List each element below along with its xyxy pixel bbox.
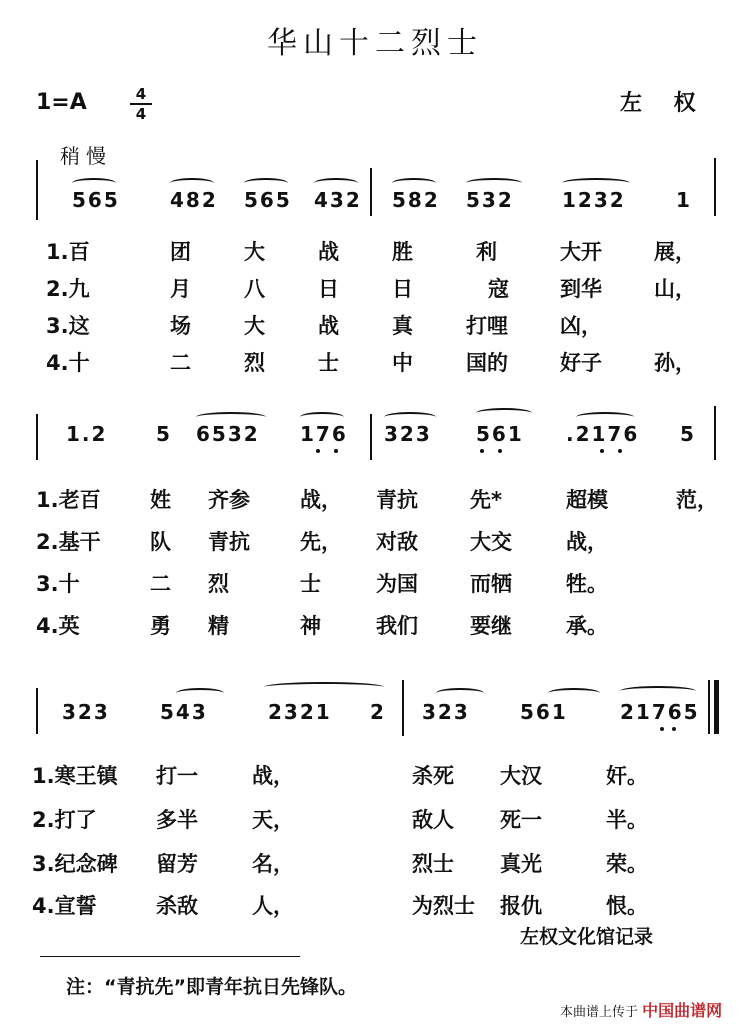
slur	[72, 178, 116, 188]
lyric-syllable: 范，	[676, 488, 718, 512]
lyric-syllable: 战，	[300, 488, 342, 512]
lyric-syllable: 承。	[566, 614, 608, 638]
lyric-syllable: 二	[170, 351, 191, 375]
lyric-syllable: 八	[244, 277, 265, 301]
lyric-syllable: 战	[318, 314, 339, 338]
note-group: 5	[680, 422, 696, 446]
lyric-syllable: 名，	[252, 852, 294, 876]
lower-octave-dot	[600, 449, 604, 453]
lyric-syllable: 中	[392, 351, 413, 375]
lyric-syllable: 半。	[606, 808, 648, 832]
watermark-text: 本曲谱上传于	[560, 1005, 639, 1020]
note-group: 561	[520, 700, 568, 724]
note-group: 2321	[268, 700, 332, 724]
lyric-syllable: 烈	[244, 351, 265, 375]
lyric-syllable: 青抗	[376, 488, 418, 512]
note-group: 561	[476, 422, 524, 446]
lyric-syllable: 战	[318, 240, 339, 264]
lyric-syllable: 真	[392, 314, 413, 338]
lyric-syllable: 恨。	[606, 894, 648, 918]
lyric-syllable: 牲。	[566, 572, 608, 596]
lyric-syllable: 神	[300, 614, 321, 638]
note-group: 1232	[562, 188, 626, 212]
note-group: 6532	[196, 422, 260, 446]
lyric-syllable: 4.十	[46, 351, 90, 375]
song-title: 华山十二烈士	[267, 26, 483, 61]
slur	[466, 178, 522, 188]
lyric-syllable: 打一	[156, 764, 198, 788]
barline	[714, 158, 716, 216]
note-group: 565	[72, 188, 120, 212]
lyric-syllable: 奸。	[606, 764, 648, 788]
lyric-syllable: 士	[318, 351, 339, 375]
lyric-syllable: 先，	[300, 530, 342, 554]
composer: 左 权	[620, 91, 708, 116]
key-signature: 1=A	[36, 90, 87, 115]
note-group: 323	[62, 700, 110, 724]
barline	[36, 414, 38, 460]
slur	[244, 178, 288, 188]
lyric-syllable: 杀敌	[156, 894, 198, 918]
note-group: 1	[676, 188, 692, 212]
lyric-syllable: 为烈士	[412, 894, 475, 918]
lyric-syllable: 1.老百	[36, 488, 101, 512]
lyric-syllable: 荣。	[606, 852, 648, 876]
slur	[476, 408, 532, 418]
lyric-syllable: 大汉	[500, 764, 542, 788]
note-group: 543	[160, 700, 208, 724]
slur	[170, 178, 214, 188]
lyric-syllable: 场	[170, 314, 191, 338]
lyric-syllable: 报仇	[500, 894, 542, 918]
time-signature-bottom: 4	[135, 105, 147, 123]
lyric-syllable: 国的	[466, 351, 508, 375]
slur	[436, 688, 484, 698]
lyric-syllable: 真光	[500, 852, 542, 876]
watermark-brand: 中国曲谱网	[642, 1001, 723, 1020]
barline	[36, 160, 38, 220]
slur	[576, 412, 634, 422]
lyric-syllable: 4.宣誓	[32, 894, 97, 918]
footnote-divider	[40, 956, 300, 957]
lyric-syllable: 展，	[654, 240, 696, 264]
lyric-syllable: 为国	[376, 572, 418, 596]
lyric-syllable: 大	[244, 240, 265, 264]
lyric-syllable: 死一	[500, 808, 542, 832]
lyric-syllable: 天，	[252, 808, 294, 832]
final-barline	[714, 680, 719, 734]
barline	[714, 406, 716, 460]
lyric-syllable: 大交	[470, 530, 512, 554]
lyric-syllable: 大	[244, 314, 265, 338]
note-group: 323	[422, 700, 470, 724]
barline	[370, 168, 372, 216]
note-group: 2	[370, 700, 386, 724]
lyric-syllable: 2.九	[46, 277, 90, 301]
lyric-syllable: 姓	[150, 488, 171, 512]
lyric-syllable: 留芳	[156, 852, 198, 876]
slur	[196, 412, 266, 422]
lyric-syllable: 大开	[560, 240, 602, 264]
lyric-syllable: 烈士	[412, 852, 454, 876]
lyric-syllable: 勇	[150, 614, 171, 638]
slur	[562, 178, 630, 188]
lower-octave-dot	[316, 449, 320, 453]
slur	[384, 412, 436, 422]
note-group: 432	[314, 188, 362, 212]
tempo-marking: 稍慢	[60, 144, 112, 168]
barline	[36, 688, 38, 734]
lyric-syllable: 4.英	[36, 614, 80, 638]
lyric-syllable: 烈	[208, 572, 229, 596]
lyric-syllable: 而牺	[470, 572, 512, 596]
lyric-syllable: 1.百	[46, 240, 90, 264]
lyric-syllable: 要继	[470, 614, 512, 638]
lyric-syllable: 先*	[470, 488, 502, 512]
barline	[370, 414, 372, 460]
note-group: .2176	[566, 422, 640, 446]
barline	[708, 680, 710, 734]
lyric-syllable: 1.寒王镇	[32, 764, 118, 788]
slur	[264, 682, 384, 692]
time-signature	[130, 86, 152, 122]
lower-octave-dot	[660, 727, 664, 731]
lyric-syllable: 3.这	[46, 314, 90, 338]
lyric-syllable: 超模	[566, 488, 608, 512]
note-group: 565	[244, 188, 292, 212]
slur	[176, 688, 224, 698]
note-group: 323	[384, 422, 432, 446]
lyric-syllable: 对敌	[376, 530, 418, 554]
note-group: 482	[170, 188, 218, 212]
lyric-syllable: 打哩	[466, 314, 508, 338]
lyric-syllable: 战，	[566, 530, 608, 554]
lyric-syllable: 凶，	[560, 314, 602, 338]
slur	[300, 412, 344, 422]
lyric-syllable: 士	[300, 572, 321, 596]
lyric-syllable: 山，	[654, 277, 696, 301]
lyric-syllable: 寇	[488, 277, 509, 301]
lyric-syllable: 月	[170, 277, 191, 301]
slur	[392, 178, 436, 188]
lyric-syllable: 二	[150, 572, 171, 596]
lyric-syllable: 精	[208, 614, 229, 638]
lower-octave-dot	[334, 449, 338, 453]
note-group: 176	[300, 422, 348, 446]
lyric-syllable: 人，	[252, 894, 294, 918]
lyric-syllable: 团	[170, 240, 191, 264]
lower-octave-dot	[480, 449, 484, 453]
lyric-syllable: 3.纪念碑	[32, 852, 118, 876]
lyric-syllable: 队	[150, 530, 171, 554]
lyric-syllable: 多半	[156, 808, 198, 832]
barline	[402, 680, 404, 736]
lyric-syllable: 孙，	[654, 351, 696, 375]
lyric-syllable: 战，	[252, 764, 294, 788]
note-group: 532	[466, 188, 514, 212]
time-signature-top: 4	[135, 85, 147, 103]
lyric-syllable: 齐参	[208, 488, 250, 512]
lyric-syllable: 青抗	[208, 530, 250, 554]
note-group: 5	[156, 422, 172, 446]
lyric-syllable: 杀死	[412, 764, 454, 788]
lyric-syllable: 好子	[560, 351, 602, 375]
lyric-syllable: 胜	[392, 240, 413, 264]
note-group: 21765	[620, 700, 700, 724]
note-group: 582	[392, 188, 440, 212]
lyric-syllable: 利	[476, 240, 497, 264]
lower-octave-dot	[618, 449, 622, 453]
note-group: 1.2	[66, 422, 108, 446]
slur	[620, 686, 696, 696]
slur	[314, 178, 358, 188]
lower-octave-dot	[498, 449, 502, 453]
lyric-syllable: 到华	[560, 277, 602, 301]
lyric-syllable: 我们	[376, 614, 418, 638]
transcription-credit: 左权文化馆记录	[520, 926, 654, 948]
slur	[548, 688, 600, 698]
lower-octave-dot	[672, 727, 676, 731]
source-watermark	[560, 998, 722, 1021]
lyric-syllable: 日	[392, 277, 413, 301]
lyric-syllable: 日	[318, 277, 339, 301]
lyric-syllable: 3.十	[36, 572, 80, 596]
footnote: 注：“青抗先”即青年抗日先锋队。	[66, 976, 357, 998]
lyric-syllable: 2.打了	[32, 808, 97, 832]
lyric-syllable: 敌人	[412, 808, 454, 832]
lyric-syllable: 2.基干	[36, 530, 101, 554]
